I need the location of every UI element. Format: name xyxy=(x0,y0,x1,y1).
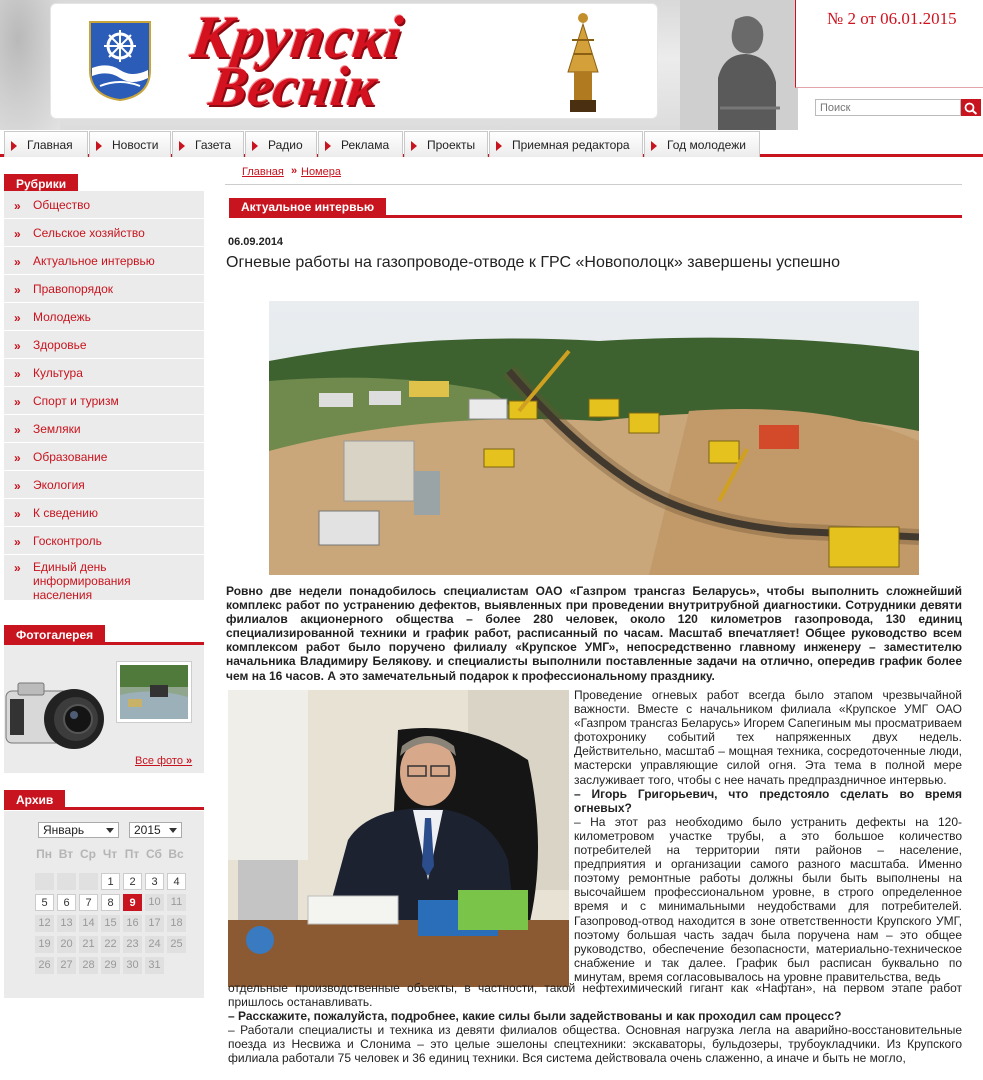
weekday-label: Чт xyxy=(102,847,118,861)
calendar-day: 16 xyxy=(123,915,142,932)
arrow-right-icon xyxy=(96,141,102,151)
calendar-day[interactable]: 2 xyxy=(123,873,142,890)
nav-news[interactable] xyxy=(89,131,171,157)
double-chevron-icon: » xyxy=(14,283,21,297)
gallery-title: Фотогалерея xyxy=(4,625,105,645)
nav-home[interactable] xyxy=(4,131,88,157)
main-navigation xyxy=(0,130,983,157)
nav-radio[interactable] xyxy=(245,131,317,157)
rubric-label: Молодежь xyxy=(33,310,91,324)
calendar-day: 15 xyxy=(101,915,120,932)
archive-title: Архив xyxy=(4,790,65,810)
gallery-thumbnail[interactable] xyxy=(116,661,192,723)
article-lead: Ровно две недели понадобилось специалистам ОАО «Газпром трансгаз Беларусь», чтобы выполнить сложнейший комплекс работ по устранению дефектов, выявленных при проведении внутритрубной диагностики. Сотрудники девяти филиалов акционерного общества – более 280 человек, около 120 километров газопровода, 130 единиц специализированной техники и график работ, расписанный по часам. Масштаб впечатляет! Общее руководство всем комплексом работ было поручено филиалу «Крупское УМГ», непосредственно главному инженеру – заместителю начальника Владимиру Белякову. и специалисты выполнили поставленные задачи на отлично, опередив график более чем на 16 часов. А это замечательный подарок к профессиональному празднику. xyxy=(226,584,962,683)
chevron-down-icon xyxy=(106,828,114,833)
gallery-thumbnail-image xyxy=(120,665,188,719)
breadcrumb-home[interactable]: Главная xyxy=(242,166,284,178)
calendar-day: 25 xyxy=(167,936,186,953)
rubric-label: Общество xyxy=(33,198,91,212)
rubric-label: Экология xyxy=(33,478,85,492)
rubrics-list xyxy=(4,191,204,601)
arrow-right-icon xyxy=(179,141,185,151)
masthead-logo[interactable] xyxy=(180,4,520,118)
issue-number: № 2 от 06.01.2015 xyxy=(827,9,957,28)
nav-label: Газета xyxy=(195,138,232,152)
rubric-label: Культура xyxy=(33,366,83,380)
interview-answer-continued: отдельные производственные объекты, в частности, такой нефтехимический гигант как «Нафтан», на первом этапе работ пришлось останавливать. xyxy=(228,981,962,1010)
nav-newspaper[interactable] xyxy=(172,131,244,157)
rubric-item[interactable] xyxy=(4,527,204,555)
rubric-item[interactable] xyxy=(4,247,204,275)
rubric-item[interactable] xyxy=(4,499,204,527)
weekday-label: Сб xyxy=(146,847,162,861)
year-value: 2015 xyxy=(134,823,161,837)
article-title: Огневые работы на газопроводе-отводе к ГРС «Новополоцк» завершены успешно xyxy=(226,254,841,271)
nav-label: Приемная редактора xyxy=(512,138,630,152)
double-chevron-icon: » xyxy=(14,227,21,241)
rubric-label: Спорт и туризм xyxy=(33,394,119,408)
coat-of-arms-icon xyxy=(88,20,152,102)
article-paragraph: Проведение огневых работ всегда было этапом чрезвычайной важности. Вместе с начальником филиала «Крупское УМГ ОАО «Газпром трансгаз Беларусь» Игорем Сапегиным мы просматриваем фотохронику событий тех напряженных двух недель. Действительно, масштаб – мощная техника, сосредоточенные люди, мастерски управляющие силой огня. Эта тема в полной мере заслуживает того, чтобы с нее начать предпраздничное интервью. xyxy=(574,688,962,787)
interview-answer: – Работали специалисты и техника из девяти филиалов общества. Основная нагрузка легла на аварийно-восстановительные поезда из Несвижа и Слонима – это целые эшелоны спецтехники: экскаваторы, бульдозеры, трубоукладчики. Из Крупского филиала работали 75 человек и 36 единиц техники. Вся система действовала очень слаженно, а иначе и быть не могло, xyxy=(228,1023,962,1066)
award-statuette-icon xyxy=(560,10,606,114)
nav-projects[interactable] xyxy=(404,131,488,157)
monument-photo xyxy=(680,0,800,130)
double-chevron-icon: » xyxy=(14,507,21,521)
gallery-heading xyxy=(4,625,204,645)
calendar-day: 13 xyxy=(57,915,76,932)
rubric-label: Здоровье xyxy=(33,338,87,352)
calendar-day: 17 xyxy=(145,915,164,932)
calendar-day: 10 xyxy=(145,894,164,911)
double-chevron-icon: » xyxy=(14,339,21,353)
calendar-day: 30 xyxy=(123,957,142,974)
camera-icon xyxy=(4,677,112,757)
rubric-item[interactable] xyxy=(4,443,204,471)
nav-label: Главная xyxy=(27,138,73,152)
nav-label: Новости xyxy=(112,138,159,152)
article-date: 06.09.2014 xyxy=(228,236,284,248)
double-chevron-icon: » xyxy=(14,451,21,465)
rubric-label: Единый день информирования населения xyxy=(33,560,131,602)
calendar-day[interactable]: 4 xyxy=(167,873,186,890)
search-button[interactable] xyxy=(961,99,981,116)
weekday-label: Вт xyxy=(58,847,74,861)
arrow-right-icon xyxy=(325,141,331,151)
calendar-day[interactable]: 1 xyxy=(101,873,120,890)
calendar-day[interactable]: 3 xyxy=(145,873,164,890)
rubric-item[interactable] xyxy=(4,471,204,499)
calendar-day: 28 xyxy=(79,957,98,974)
nav-label: Год молодежи xyxy=(667,138,746,152)
rubric-item[interactable] xyxy=(4,191,204,219)
calendar-day: 14 xyxy=(79,915,98,932)
rubric-item[interactable] xyxy=(4,387,204,415)
nav-ads[interactable] xyxy=(318,131,403,157)
calendar-day: 11 xyxy=(167,894,186,911)
masthead-line2: Веснік xyxy=(205,56,382,118)
year-select[interactable] xyxy=(129,822,182,838)
calendar-day: 21 xyxy=(79,936,98,953)
rubric-label: Правопорядок xyxy=(33,282,114,296)
article-body-column xyxy=(574,688,962,984)
rubric-item[interactable] xyxy=(4,331,204,359)
month-select[interactable] xyxy=(38,822,119,838)
calendar-day[interactable]: 6 xyxy=(57,894,76,911)
interview-question: – Игорь Григорьевич, что предстояло сделать во время огневых? xyxy=(574,786,962,815)
calendar-day: 26 xyxy=(35,957,54,974)
nav-label: Радио xyxy=(268,138,303,152)
article-body-full xyxy=(228,981,962,1066)
chevron-down-icon xyxy=(169,828,177,833)
double-chevron-icon: » xyxy=(14,479,21,493)
calendar-day: 24 xyxy=(145,936,164,953)
weekday-label: Пн xyxy=(36,847,52,861)
rubric-label: Образование xyxy=(33,450,108,464)
arrow-right-icon xyxy=(11,141,17,151)
rubrics-title: Рубрики xyxy=(4,174,78,194)
calendar-day: 22 xyxy=(101,936,120,953)
calendar-empty-cell xyxy=(79,873,98,890)
interview-portrait-photo xyxy=(228,690,569,987)
nav-label: Проекты xyxy=(427,138,476,152)
double-chevron-icon: » xyxy=(14,535,21,549)
rubric-label: Актуальное интервью xyxy=(33,254,155,268)
rubric-item[interactable] xyxy=(4,415,204,443)
double-chevron-icon: » xyxy=(14,561,21,575)
breadcrumb-issues[interactable]: Номера xyxy=(301,166,341,178)
archive-heading xyxy=(4,790,204,810)
double-chevron-icon: » xyxy=(14,395,21,409)
calendar-day[interactable]: 8 xyxy=(101,894,120,911)
pipeline-construction-photo xyxy=(269,301,919,575)
rubric-label: Земляки xyxy=(33,422,81,436)
rubric-item[interactable] xyxy=(4,219,204,247)
calendar-empty-cell xyxy=(57,873,76,890)
calendar-day: 19 xyxy=(35,936,54,953)
weekday-label: Вс xyxy=(168,847,184,861)
month-value: Январь xyxy=(43,823,85,837)
nav-label: Реклама xyxy=(341,138,390,152)
arrow-right-icon xyxy=(252,141,258,151)
rubric-label: Госконтроль xyxy=(33,534,102,548)
calendar-day[interactable]: 7 xyxy=(79,894,98,911)
rubric-label: Сельское хозяйство xyxy=(33,226,145,240)
calendar-day: 12 xyxy=(35,915,54,932)
rubric-item[interactable] xyxy=(4,303,204,331)
all-photos-link[interactable] xyxy=(135,755,192,767)
nav-youth-year[interactable] xyxy=(644,131,760,157)
double-chevron-icon: » xyxy=(14,199,21,213)
weekday-label: Ср xyxy=(80,847,96,861)
calendar-day[interactable]: 5 xyxy=(35,894,54,911)
arrow-right-icon xyxy=(411,141,417,151)
section-heading xyxy=(229,198,962,218)
masthead-line1: Крупскі xyxy=(187,4,408,70)
calendar-empty-cell xyxy=(35,873,54,890)
rubric-item[interactable] xyxy=(4,359,204,387)
double-chevron-icon: » xyxy=(291,165,298,177)
all-photos-label: Все фото xyxy=(135,755,183,767)
calendar-day: 29 xyxy=(101,957,120,974)
rubric-item[interactable] xyxy=(4,275,204,303)
arrow-right-icon xyxy=(651,141,657,151)
rubric-item[interactable] xyxy=(4,555,204,601)
arrow-right-icon xyxy=(496,141,502,151)
double-chevron-icon: » xyxy=(186,755,193,767)
section-title: Актуальное интервью xyxy=(229,198,386,215)
calendar-day-today[interactable]: 9 xyxy=(123,894,142,911)
calendar-day: 31 xyxy=(145,957,164,974)
calendar-day: 27 xyxy=(57,957,76,974)
double-chevron-icon: » xyxy=(14,423,21,437)
interview-answer: – На этот раз необходимо было устранить дефекты на 120-километровом участке трубы, а это большое количество потребителей на территории пяти районов – население, предприятия и организации самого разного масштаба. Именно поэтому ремонтные работы должны были быть выполнены на высочайшем профессиональном уровне, в строго определенное время и с минимальными неудобствами для потребителей. Газопровод-отвод находится в зоне ответственности Крупского УМГ, поэтому большая часть задач была поручена нам – это общее руководство, обеспечение безопасности, материально-техническое снабжение и так далее. График был расписан буквально по минутам, время согласовывалось на уровне правительства, ведь xyxy=(574,814,962,984)
weekday-label: Пт xyxy=(124,847,140,861)
search-input[interactable] xyxy=(815,99,961,116)
search-icon xyxy=(964,102,978,115)
breadcrumb xyxy=(225,163,962,185)
calendar-day: 23 xyxy=(123,936,142,953)
calendar-day: 20 xyxy=(57,936,76,953)
double-chevron-icon: » xyxy=(14,311,21,325)
calendar-day: 18 xyxy=(167,915,186,932)
interview-question: – Расскажите, пожалуйста, подробнее, какие силы были задействованы и как проходил сам процесс? xyxy=(228,1009,842,1024)
double-chevron-icon: » xyxy=(14,255,21,269)
double-chevron-icon: » xyxy=(14,367,21,381)
nav-editor-reception[interactable] xyxy=(489,131,643,157)
rubric-label: К сведению xyxy=(33,506,98,520)
